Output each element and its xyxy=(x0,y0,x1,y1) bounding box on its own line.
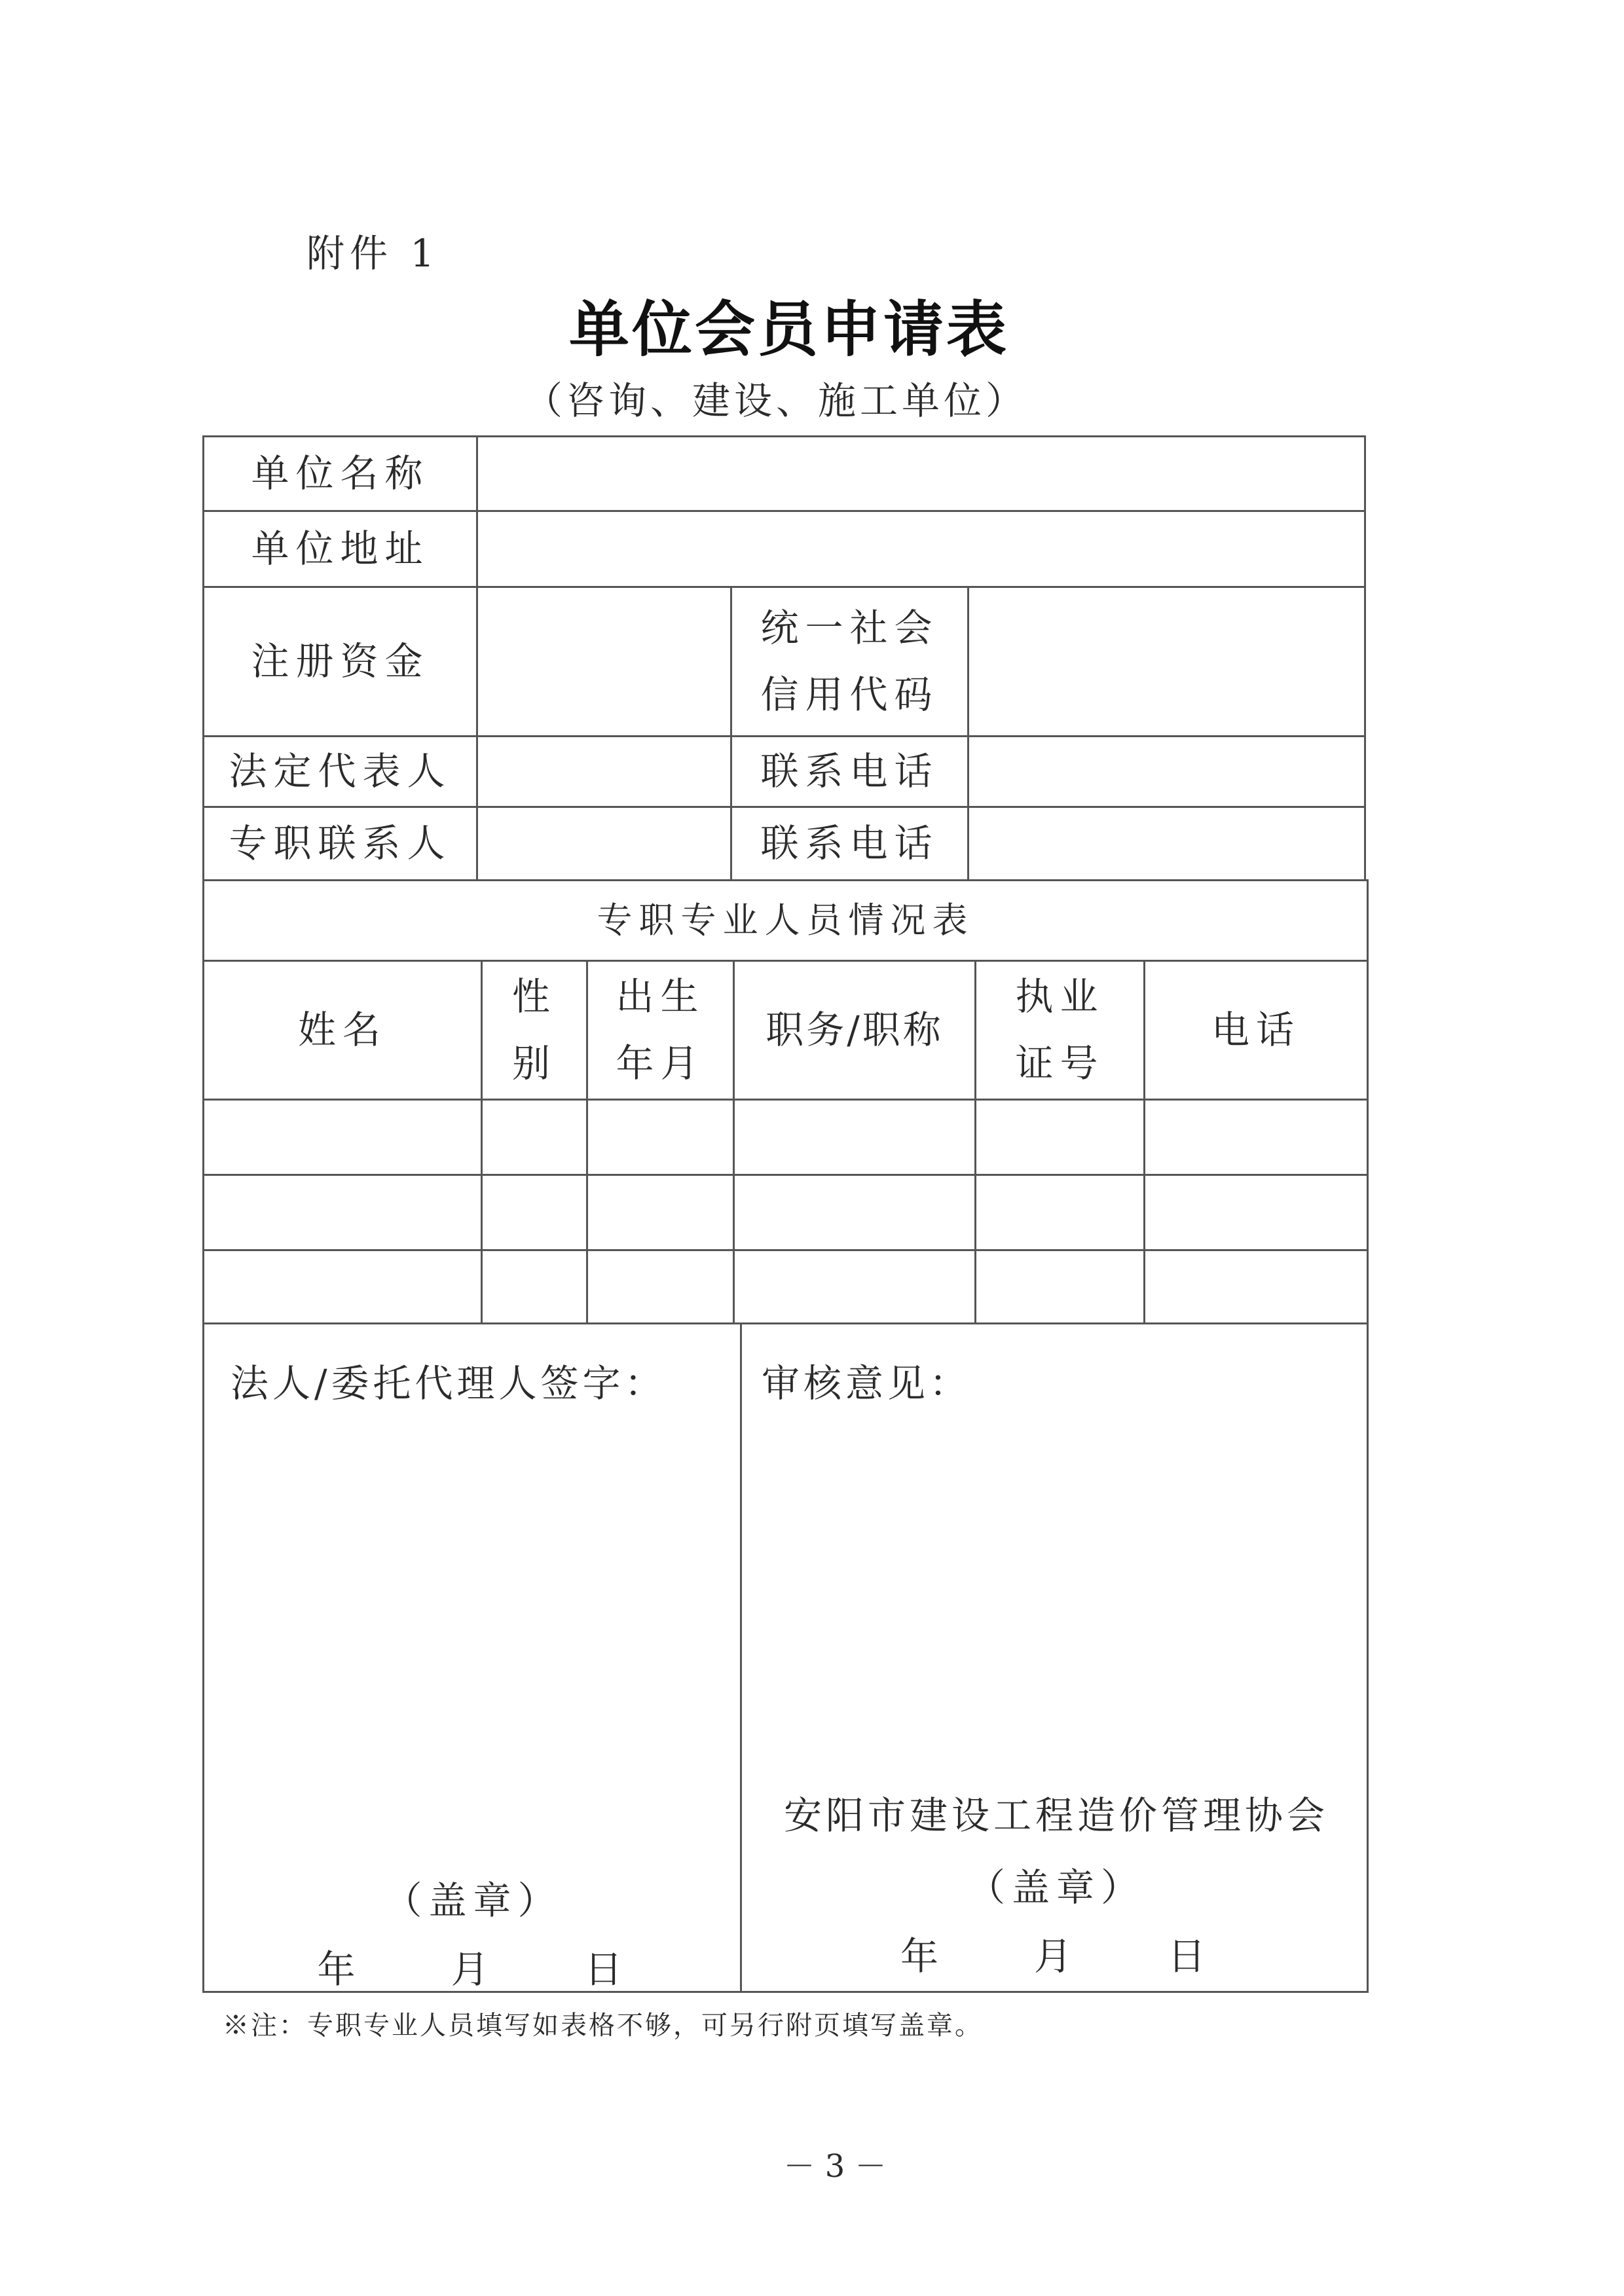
credit-code-field[interactable] xyxy=(967,586,1366,735)
attachment-label: 附件 1 xyxy=(306,231,440,276)
header-name: 姓名 xyxy=(202,960,481,1099)
left-date: 年 月 日 xyxy=(317,1947,629,1992)
registered-capital-label: 注册资金 xyxy=(202,586,476,735)
staff-row-2-cell[interactable] xyxy=(733,1174,974,1249)
signature-left[interactable] xyxy=(202,1322,740,1993)
staff-row-1-cell[interactable] xyxy=(974,1099,1143,1174)
right-seal: （盖章） xyxy=(967,1865,1145,1910)
staff-row-2-cell[interactable] xyxy=(202,1174,481,1249)
unit-name-field[interactable] xyxy=(476,435,1366,510)
page-number: － 3 － xyxy=(783,2148,887,2185)
staff-row-3-cell[interactable] xyxy=(202,1249,481,1322)
contact-person-field[interactable] xyxy=(476,806,730,879)
legal-rep-label: 法定代表人 xyxy=(202,735,476,806)
header-license-text: 执业证号 xyxy=(1015,974,1105,1085)
staff-row-1-cell[interactable] xyxy=(481,1099,586,1174)
staff-row-1-cell[interactable] xyxy=(202,1099,481,1174)
contact-person-label: 专职联系人 xyxy=(202,806,476,879)
review-label: 审核意见： xyxy=(762,1361,972,1406)
legal-rep-field[interactable] xyxy=(476,735,730,806)
header-birth xyxy=(586,960,733,1099)
credit-code-label xyxy=(730,586,967,735)
header-license xyxy=(974,960,1143,1099)
registered-capital-field[interactable] xyxy=(476,586,730,735)
header-gender-line2: 别 xyxy=(511,1040,557,1085)
staff-row-3-cell[interactable] xyxy=(974,1249,1143,1322)
staff-row-1-cell[interactable] xyxy=(1143,1099,1369,1174)
staff-row-3-cell[interactable] xyxy=(1143,1249,1369,1322)
staff-row-3-cell[interactable] xyxy=(481,1249,586,1322)
contact-phone-field[interactable] xyxy=(967,806,1366,879)
header-gender xyxy=(481,960,586,1099)
footnote: ※注：专职专业人员填写如表格不够，可另行附页填写盖章。 xyxy=(223,2011,983,2041)
review-opinion[interactable] xyxy=(740,1322,1369,1993)
header-gender-line1: 性 xyxy=(511,974,557,1019)
staff-row-2-cell[interactable] xyxy=(974,1174,1143,1249)
staff-table-title: 专职专业人员情况表 xyxy=(202,879,1369,960)
header-phone: 电话 xyxy=(1143,960,1369,1099)
right-date: 年 月 日 xyxy=(900,1934,1212,1978)
staff-row-3-cell[interactable] xyxy=(733,1249,974,1322)
unit-name-label: 单位名称 xyxy=(202,435,476,510)
unit-address-field[interactable] xyxy=(476,510,1366,586)
page-subtitle: （咨询、建设、施工单位） xyxy=(524,378,1027,423)
header-title: 职务/职称 xyxy=(733,960,974,1099)
staff-row-3-cell[interactable] xyxy=(586,1249,733,1322)
legal-rep-phone-label: 联系电话 xyxy=(730,735,967,806)
legal-rep-phone-field[interactable] xyxy=(967,735,1366,806)
credit-code-label-line1: 统一社会 xyxy=(760,606,939,650)
staff-row-2-cell[interactable] xyxy=(1143,1174,1369,1249)
page-title: 单位会员申请表 xyxy=(568,294,1009,365)
staff-row-1-cell[interactable] xyxy=(586,1099,733,1174)
staff-row-2-cell[interactable] xyxy=(481,1174,586,1249)
header-birth-text: 出生年月 xyxy=(616,974,705,1085)
left-seal: （盖章） xyxy=(384,1878,563,1923)
staff-row-2-cell[interactable] xyxy=(586,1174,733,1249)
contact-phone-label: 联系电话 xyxy=(730,806,967,879)
credit-code-label-line2: 信用代码 xyxy=(760,672,939,717)
unit-address-label: 单位地址 xyxy=(202,510,476,586)
signature-label: 法人/委托代理人签字： xyxy=(231,1361,667,1406)
review-org: 安阳市建设工程造价管理协会 xyxy=(783,1793,1329,1838)
staff-row-1-cell[interactable] xyxy=(733,1099,974,1174)
